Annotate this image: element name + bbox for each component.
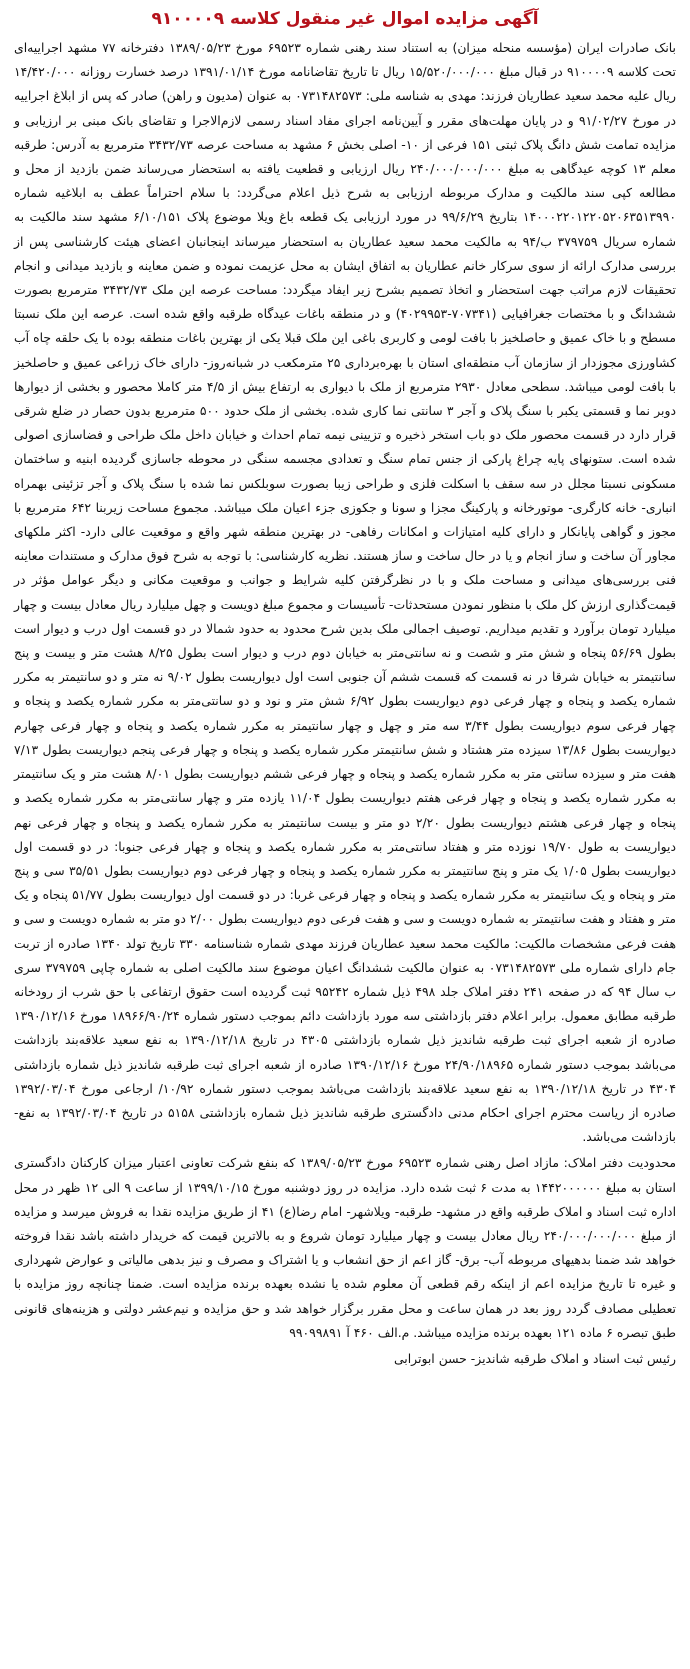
ad-title: آگهی مزایده اموال غیر منقول کلاسه ۹۱۰۰۰۰۹ <box>151 9 539 29</box>
ad-paragraph-auction-terms: محدودیت دفتر املاک: مازاد اصل رهنی شماره ۶۹۵۲۳ مورخ ۱۳۸۹/۰۵/۲۳ که بنفع شرکت تعاونی اعتبار میزان کارکنان دادگستری استان به مبلغ ۱۴۴۲۰۰۰۰۰۰ به مدت ۶ ثبت شده دارد. مزایده در روز دوشنبه مورخ ۱۳۹۹/۱۰/۱۵ از ساعت ۹ الی ۱۲ ظهر در محل اداره ثبت اسناد و املاک طرقبه واقع در مشهد- طرقبه- ویلاشهر- امام رضا(ع) ۴۱ از طریق مزایده نقدا به فروش میرسد و مزایده از مبلغ ۲۴۰/۰۰۰/۰۰۰/۰۰۰ ریال معادل بیست و چهار میلیارد تومان شروع و به بالاترین قیمت که خریدار داشته باشد نقدا فروخته خواهد شد ضمنا بدهیهای مربوطه آب- برق- گاز اعم از حق انشعاب و یا اشتراک و مصرف و نیز بدهی مالیاتی و عوارض شهرداری و غیره تا تاریخ مزایده اعم از اینکه رقم قطعی آن معلوم شده یا نشده بعهده برنده مزایده است. ضمنا چنانچه روز مزایده با تعطیلی مصادف گردد روز بعد در همان ساعت و محل مقرر برگزار خواهد شد و حق مزایده و نیم‌عشر دولتی و هزینه‌های قانونی طبق تبصره ۶ ماده ۱۲۱ بعهده برنده مزایده میباشد. م.الف ۴۶۰ آ ۹۹۰۹۹۸۹۱ <box>14 1155 677 1340</box>
ad-paragraph-main: بانک صادرات ایران (مؤسسه منحله میزان) به استناد سند رهنی شماره ۶۹۵۲۳ مورخ ۱۳۸۹/۰۵/۲۳ دفترخانه ۷۷ مشهد اجراییه‌ای تحت کلاسه ۹۱۰۰۰۰۹ در قبال مبلغ ۱۵/۵۲۰/۰۰۰/۰۰۰ ریال تا تاریخ تقاضانامه مورخ ۱۳۹۱/۰۱/۱۴ درصد خسارت روزانه ۱۴/۴۲۰/۰۰۰ ریال علیه محمد سعید عطاریان فرزند: مهدی به شناسه ملی: ۰۷۳۱۴۸۲۵۷۳ به عنوان (مدیون و راهن) صادر که پس از ابلاغ اجراییه در مورخ ۹۱/۰۲/۲۷ و در پایان مهلت‌های مقرر و آیین‌نامه اجرای مفاد اسناد رسمی لازم‌الاجرا و تقاضای بانک مبنی بر ارزیابی و مزایده تمامت شش دانگ پلاک ثبتی ۱۵۱ فرعی از ۱۰- اصلی بخش ۶ مشهد به مساحت عرصه ۳۴۳۲/۷۳ مترمربع به آدرس: طرقبه معلم ۱۳ کوچه عیدگاهی به مبلغ ۲۴۰/۰۰۰/۰۰۰/۰۰۰ ریال ارزیابی و قطعیت یافته به استحضار می‌رساند ضمن بازدید از محل و مطالعه کپی سند مالکیت و مدارک مربوطه ارزیابی به شرح ذیل اعلام می‌گردد: با سلام احتراماً عطف به ابلاغیه شماره ۱۴۰۰۰۲۲۰۱۲۲۰۵۲۰۶۳۵۱۳۹۹۰ بتاریخ ۹۹/۶/۲۹ در مورد ارزیابی یک قطعه باغ ویلا موضوع پلاک ۶/۱۰/۱۵۱ مشهد سند مالکیت به شماره سریال ۳۷۹۷۵۹ ب/۹۴ به مالکیت محمد سعید عطاریان به استحضار میرساند اینجانبان اعضای هیئت کارشناسی پس از بررسی مدارک ارائه از سوی سرکار خانم عطاریان به اتفاق ایشان به محل عزیمت نموده و ضمن معاینه و بازدید میدانی و انجام تحقیقات لازم مراتب جهت استحضار و اتخاذ تصمیم بشرح زیر ایفاد میگردد: مساحت عرصه این ملک ۳۴۳۲/۷۳ مترمربع بصورت ششدانگ و با مختصات جغرافیایی (۷۰۷۳۴۱-۴۰۲۹۹۵۳) و در منطقه باغات عیدگاه طرقبه واقع شده است. عرصه این ملک نسبتا مسطح و با خاک عمیق و حاصلخیز با بافت لومی و کاربری باغی این ملک قبلا یکی از بهترین باغات منطقه بوده با یک حلقه چاه آب کشاورزی مجوزدار از سازمان آب منطقه‌ای استان با بهره‌برداری ۲۵ مترمکعب در شبانه‌روز- دارای خاک زراعی عمیق و حاصلخیز با بافت لومی میباشد. سطحی معادل ۲۹۳۰ مترمربع از ملک با دیواری به ارتفاع بیش از ۴/۵ متر کاملا محصور و بخشی از دیوارها دوبر نما و قسمتی یکبر با سنگ پلاک و آجر ۳ سانتی نما کاری شده. بخشی از ملک حدود ۵۰۰ مترمربع بدون حصار در ضلع شرقی قرار دارد در قسمت محصور ملک دو باب استخر ذخیره و تزیینی نیمه تمام احداث و خیابان داخل ملک طراحی و فضاسازی اصولی شده است. ستونهای پایه چراغ پارکی از جنس تمام سنگ و تعدادی مجسمه سنگی در محوطه جاسازی گردیده ابنیه و ساختمان مسکونی نسبتا مجلل در سه سقف با اسکلت فلزی و طراحی زیبا بصورت سوبلکس نما شده با سنگ پلاک و آجر تزئینی بهمراه انباری- خانه کارگری- موتورخانه و پارکینگ مجزا و سونا و جکوزی جزء اعیان ملک میباشد. مجموع مساحت زیربنا ۶۴۲ مترمربع با مجوز و گواهی پایانکار و دارای کلیه امتیازات و امکانات رفاهی- در بهترین منطقه شهر واقع و موقعیت عالی دارد- اکثر ملکهای مجاور آن ساخت و ساز انجام و یا در حال ساخت و ساز هستند. نظریه کارشناسی: با توجه به شرح فوق مدارک و مستندات معاینه فنی بررسی‌های میدانی و مساحت ملک و با در نظرگرفتن کلیه شرایط و جوانب و موقعیت مکانی و دیگر عوامل مؤثر در قیمت‌گذاری ارزش کل ملک با منظور نمودن مستحدثات- تأسیسات و مجموع مبلغ دویست و چهل میلیارد ریال معادل بیست و چهار میلیارد تومان برآورد و تقدیم میداریم. توصیف اجمالی ملک بدین شرح محدود به حدود شمالا در دو قسمت اول درب و دیوار است بطول ۵۶/۶۹ پنجاه و شش متر و شصت و نه سانتی‌متر به خیابان دوم درب و دیوار است بطول ۸/۲۵ هشت متر و بیست و پنج سانتیمتر به خیابان شرقا در نه قسمت که قسمت ششم آن جنوبی است اول دیواریست بطول ۹/۰۲ نه متر و دو سانتیمتر به مکرر شماره یکصد و پنجاه و چهار فرعی دوم دیواریست بطول ۶/۹۲ شش متر و نود و دو سانتی‌متر به مکرر شماره یکصد و پنجاه و چهار فرعی سوم دیواریست بطول ۳/۴۴ سه متر و چهل و چهار سانتیمتر به مکرر شماره یکصد و پنجاه و چهار فرعی چهارم دیواریست بطول ۱۳/۸۶ سیزده متر هشتاد و شش سانتیمتر مکرر شماره یکصد و پنجاه و چهار فرعی پنجم دیواریست بطول ۷/۱۳ هفت متر و سیزده سانتی متر به مکرر شماره یکصد و پنجاه و چهار فرعی ششم دیواریست بطول ۸/۰۱ هشت متر و یک سانتیمتر به مکرر شماره یکصد و پنجاه و چهار فرعی هفتم دیواریست بطول ۱۱/۰۴ یازده متر و چهار سانتی‌متر به مکرر شماره یکصد و پنجاه و چهار فرعی هشتم دیواریست بطول ۲/۲۰ دو متر و بیست سانتیمتر به مکرر شماره یکصد و پنجاه و چهار فرعی نهم دیواریست به طول ۱۹/۷۰ نوزده متر و هفتاد سانتی‌متر به مکرر شماره یکصد و پنجاه و چهار فرعی جنوبا: در دو قسمت اول دیواریست بطول ۱/۰۵ یک متر و پنج سانتیمتر به مکرر شماره یکصد و پنجاه و چهار فرعی دوم دیواریست بطول ۳۵/۵۱ سی و پنج متر و پنجاه و یک سانتیمتر به مکرر شماره یکصد و پنجاه و چهار فرعی غربا: در دو قسمت اول دیواریست بطول ۵۱/۷۷ پنجاه و یک متر و هفتاد و هفت سانتیمتر به شماره دویست و سی و هفت فرعی دوم دیواریست بطول ۲/۰۰ دو متر به شماره دویست و سی و هفت فرعی مشخصات مالکیت: مالکیت محمد سعید عطاریان فرزند مهدی شماره شناسنامه ۳۳۰ تاریخ تولد ۱۳۴۰ صادره از تربت جام دارای شماره ملی ۰۷۳۱۴۸۲۵۷۳ به عنوان مالکیت ششدانگ اعیان موضوع سند مالکیت اصلی به شماره چاپی ۳۷۹۷۵۹ سری ب سال ۹۴ که در صفحه ۲۴۱ دفتر املاک جلد ۴۹۸ ذیل شماره ۹۵۲۴۲ ثبت گردیده است حقوق ارتفاعی با حق شرب از رودخانه طرقبه مطابق معمول. برابر اعلام دفتر بازداشتی سه مورد بازداشت دائم بموجب دستور شماره ۱۸۹۶۶/۹۰/۲۴ مورخ ۱۳۹۰/۱۲/۱۶ صادره از شعبه اجرای ثبت طرقبه شاندیز ذیل شماره بازداشتی ۴۳۰۵ در تاریخ ۱۳۹۰/۱۲/۱۸ به نفع سعید علاقه‌بند بازداشت می‌باشد بموجب دستور شماره ۲۴/۹۰/۱۸۹۶۵ مورخ ۱۳۹۰/۱۲/۱۶ صادره از شعبه اجرای ثبت طرقبه شاندیز ذیل شماره بازداشتی ۴۳۰۴ در تاریخ ۱۳۹۰/۱۲/۱۸ به نفع سعید علاقه‌بند بازداشت می‌باشد بموجب دستور شماره ۱۰/۹۲/ ارجاعی مورخ ۱۳۹۲/۰۳/۰۴ صادره از ریاست محترم اجرای احکام مدنی دادگستری طرقبه شاندیز ذیل شماره بازداشتی ۵۱۵۸ در تاریخ ۱۳۹۲/۰۳/۰۴ به نفع- بازداشت می‌باشد. <box>14 40 677 1145</box>
ad-signature: رئیس ثبت اسناد و املاک طرقبه شاندیز- حسن ابوترابی <box>393 1350 676 1366</box>
